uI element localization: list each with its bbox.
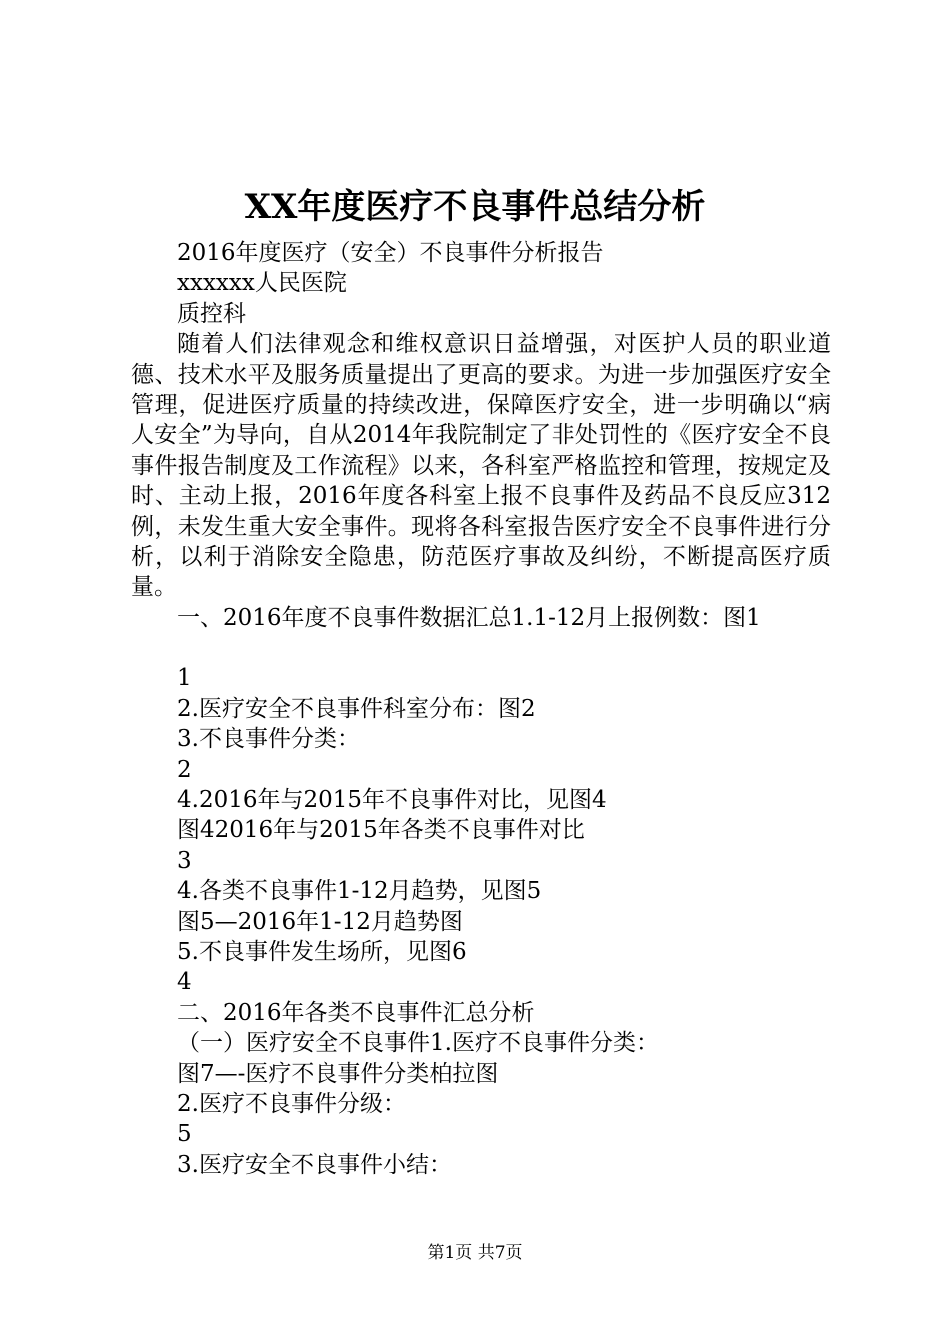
- body-line: 2.医疗不良事件分级：: [177, 1090, 406, 1117]
- document-body: [131, 238, 831, 1180]
- document-title: XX年度医疗不良事件总结分析: [244, 187, 706, 227]
- department-line: 质控科: [177, 300, 246, 327]
- body-line: 图7—-医疗不良事件分类柏拉图: [177, 1060, 499, 1087]
- body-line: 2.医疗安全不良事件科室分布：图2: [177, 695, 536, 722]
- body-line: 3: [177, 847, 192, 874]
- report-title-line: 2016年度医疗（安全）不良事件分析报告: [177, 240, 604, 266]
- body-line: 5: [177, 1121, 192, 1148]
- section-heading: 一、2016年度不良事件数据汇总1.1-12月上报例数：图1: [177, 604, 761, 631]
- body-line: 4: [177, 969, 192, 996]
- body-line: 5.不良事件发生场所，见图6: [177, 938, 467, 965]
- hospital-name-line: xxxxxx人民医院: [177, 270, 347, 297]
- body-line: 1: [177, 665, 192, 692]
- body-line: 图42016年与2015年各类不良事件对比: [177, 817, 585, 844]
- body-line: 图5—2016年1-12月趋势图: [177, 908, 463, 935]
- intro-paragraph: 随着人们法律观念和维权意识日益增强，对医护人员的职业道德、技术水平及服务质量提出了更高的要求。为进一步加强医疗安全管理，促进医疗质量的持续改进，保障医疗安全，进一步明确以“病人安全”为导向，自从2014年我院制定了非处罚性的《医疗安全不良事件报告制度及工作流程》以来，各科室严格监控和管理，按规定及时、主动上报，2016年度各科室上报不良事件及药品不良反应312例，未发生重大安全事件。现将各科室报告医疗安全不良事件进行分析，以利于消除安全隐患，防范医疗事故及纠纷，不断提高医疗质量。: [131, 331, 831, 601]
- body-line: 二、2016年各类不良事件汇总分析: [177, 999, 535, 1026]
- body-line: 3.医疗安全不良事件小结：: [177, 1151, 452, 1178]
- figure-gap: [131, 633, 831, 663]
- body-line: 3.不良事件分类：: [177, 726, 360, 753]
- page-footer: 第1页 共7页: [427, 1243, 523, 1263]
- body-line: 2: [177, 756, 192, 783]
- body-line: （一）医疗安全不良事件1.医疗不良事件分类：: [177, 1030, 659, 1057]
- body-line: 4.各类不良事件1-12月趋势，见图5: [177, 878, 542, 905]
- body-line: 4.2016年与2015年不良事件对比，见图4: [177, 786, 607, 813]
